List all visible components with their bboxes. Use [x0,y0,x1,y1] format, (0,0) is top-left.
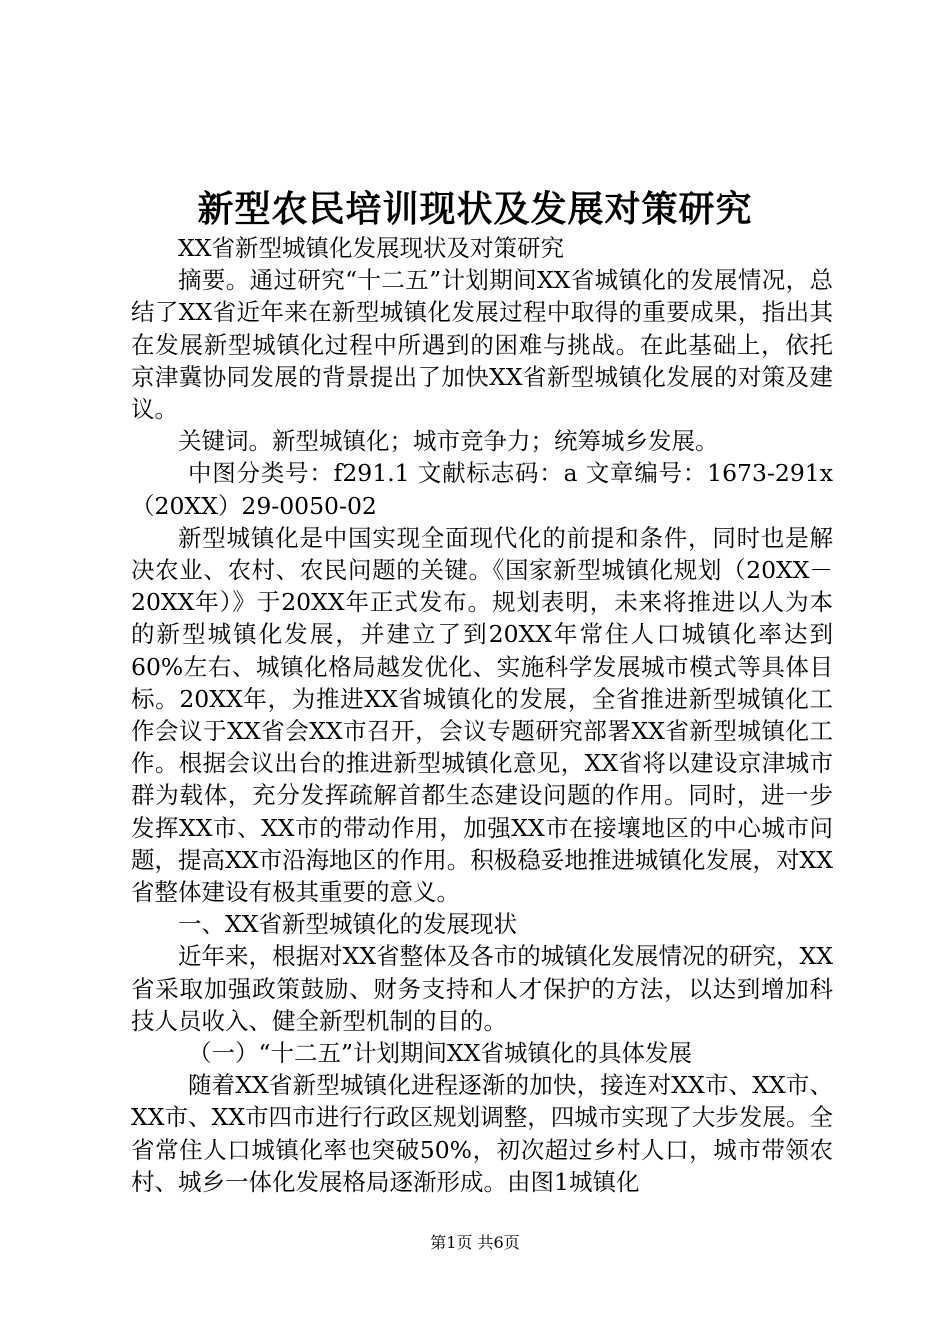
body-paragraph: 随着XX省新型城镇化进程逐渐的加快，接连对XX市、XX市、XX市、XX市四市进行行政区规划调整，四城市实现了大步发展。全省常住人口城镇化率也突破50%，初次超过乡村人口，城市带领农村、城乡一体化发展格局逐渐形成。由图1城镇化 [131,1071,833,1196]
document-title: 新型农民培训现状及发展对策研究 [197,188,753,230]
body-paragraph: 新型城镇化是中国实现全面现代化的前提和条件，同时也是解决农业、农村、农民问题的关键。《国家新型城镇化规划（20XX－20XX年）》于20XX年正式发布。规划表明，未来将推进以人为本的新型城镇化发展，并建立了到20XX年常住人口城镇化率达到60%左右、城镇化格局越发优化、实施科学发展城市模式等具体目标。20XX年，为推进XX省城镇化的发展，全省推进新型城镇化工作会议于XX省会XX市召开，会议专题研究部署XX省新型城镇化工作。根据会议出台的推进新型城镇化意见，XX省将以建设京津城市群为载体，充分发挥疏解首都生态建设问题的作用。同时，进一步发挥XX市、XX市的带动作用，加强XX市在接壤地区的中心城市问题，提高XX市沿海地区的作用。积极稳妥地推进城镇化发展，对XX省整体建设有极其重要的意义。 [131,523,833,907]
body-paragraph: 近年来，根据对XX省整体及各市的城镇化发展情况的研究，XX省采取加强政策鼓励、财务支持和人才保护的方法，以达到增加科技人员收入、健全新型机制的目的。 [131,942,833,1035]
abstract-paragraph: 摘要。通过研究“十二五”计划期间XX省城镇化的发展情况，总结了XX省近年来在新型城镇化发展过程中取得的重要成果，指出其在发展新型城镇化过程中所遇到的困难与挑战。在此基础上，依托京津冀协同发展的背景提出了加快XX省新型城镇化发展的对策及建议。 [131,266,833,424]
section-heading: 一、XX省新型城镇化的发展现状 [178,910,517,939]
page-footer: 第1页 共6页 [430,1233,520,1252]
subsection-heading: （一）“十二五”计划期间XX省城镇化的具体发展 [188,1039,692,1068]
paper-heading: XX省新型城镇化发展现状及对策研究 [178,234,564,262]
keywords-paragraph: 关键词。新型城镇化；城市竞争力；统筹城乡发展。 [178,427,719,456]
document-body [131,232,833,1198]
classification-paragraph: 中图分类号：f291.1 文献标志码：a 文章编号：1673-291x（20XX）29-0050-02 [131,459,833,520]
